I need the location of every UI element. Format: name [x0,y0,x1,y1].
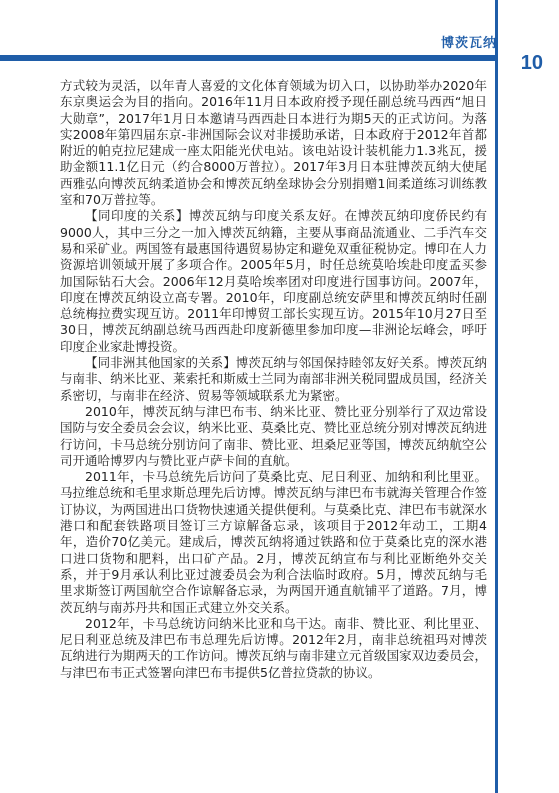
body-text [60,78,487,681]
paragraph-africa-relations: 【同非洲其他国家的关系】博茨瓦纳与邻国保持睦邻友好关系。博茨瓦纳与南非、纳米比亚、莱索托和斯威士兰同为南部非洲关税同盟成员国，经济关系密切，与南非在经济、贸易等领域联系尤为紧密。 [60,355,487,403]
paragraph-2011: 2011年，卡马总统先后访问了莫桑比克、尼日利亚、加纳和利比里亚。马拉维总统和毛里求斯总理先后访博。博茨瓦纳与津巴布韦就海关管理合作签订协议，为两国进出口货物快速通关提供便利。与莫桑比克、津巴布韦就深水港口和配套铁路项目签订三方谅解备忘录，该项目于2012年动工，工期4年，造价70亿美元。建成后，博茨瓦纳将通过铁路和位于莫桑比克的深水港口进口货物和肥料，出口矿产品。2月，博茨瓦纳宣布与利比亚断绝外交关系，并于9月承认利比亚过渡委员会为利合法临时政府。5月，博茨瓦纳与毛里求斯签订两国航空合作谅解备忘录，为两国开通直航铺平了道路。7月，博茨瓦纳与南苏丹共和国正式建立外交关系。 [60,469,487,615]
header-rule [0,55,497,61]
running-header-title: 博茨瓦纳 [440,36,497,51]
paragraph-japan-continued: 方式较为灵活，以年青人喜爱的文化体育领域为切入口，以协助举办2020年东京奥运会为目的指向。2016年11月日本政府授予现任副总统马西西“旭日大勋章”，2017年1月日本邀请马西西赴日本进行为期5天的正式访问。为落实2008年第四届东京-非洲国际会议对非援助承诺，日本政府于2012年首都附近的帕克拉尼建成一座太阳能光伏电站。该电站设计装机能力1.3兆瓦，援助金额11.1亿日元（约合8000万普拉）。2017年3月日本驻博茨瓦纳大使尾西雅弘向博茨瓦纳柔道协会和博茨瓦纳垒球协会分别捐赠1间柔道练习训练教室和70万普拉等。 [60,78,487,208]
paragraph-2012: 2012年，卡马总统访问纳米比亚和乌干达。南非、赞比亚、利比里亚、尼日利亚总统及津巴布韦总理先后访博。2012年2月，南非总统祖玛对博茨瓦纳进行为期两天的工作访问。博茨瓦纳与南非建立元首级国家双边委员会，与津巴布韦正式签署向津巴布韦提供5亿普拉贷款的协议。 [60,615,487,680]
page-number: 10 [520,52,543,74]
paragraph-2010: 2010年，博茨瓦纳与津巴布韦、纳米比亚、赞比亚分别举行了双边常设国防与安全委员会会议，纳米比亚、莫桑比克、赞比亚总统分别对博茨瓦纳进行访问，卡马总统分别访问了南非、赞比亚、坦桑尼亚等国，博茨瓦纳航空公司开通哈博罗内与赞比亚卢萨卡间的直航。 [60,403,487,468]
paragraph-india-relations: 【同印度的关系】博茨瓦纳与印度关系友好。在博茨瓦纳印度侨民约有9000人，其中三分之一加入博茨瓦纳籍，主要从事商品流通业、二手汽车交易和采矿业。两国签有最惠国待遇贸易协定和避免双重征税协定。博印在人力资源培训领域开展了多项合作。2005年5月，时任总统莫哈埃赴印度孟买参加国际钻石大会。2006年12月莫哈埃率团对印度进行国事访问。2007年，印度在博茨瓦纳设立高专署。2010年，印度副总统安萨里和博茨瓦纳时任副总统梅拉费实现互访。2011年印博贸工部长实现互访。2015年10月27日至30日，博茨瓦纳副总统马西西赴印度新德里参加印度—非洲论坛峰会，呼吁印度企业家赴博投资。 [60,208,487,354]
side-rule [495,0,498,793]
